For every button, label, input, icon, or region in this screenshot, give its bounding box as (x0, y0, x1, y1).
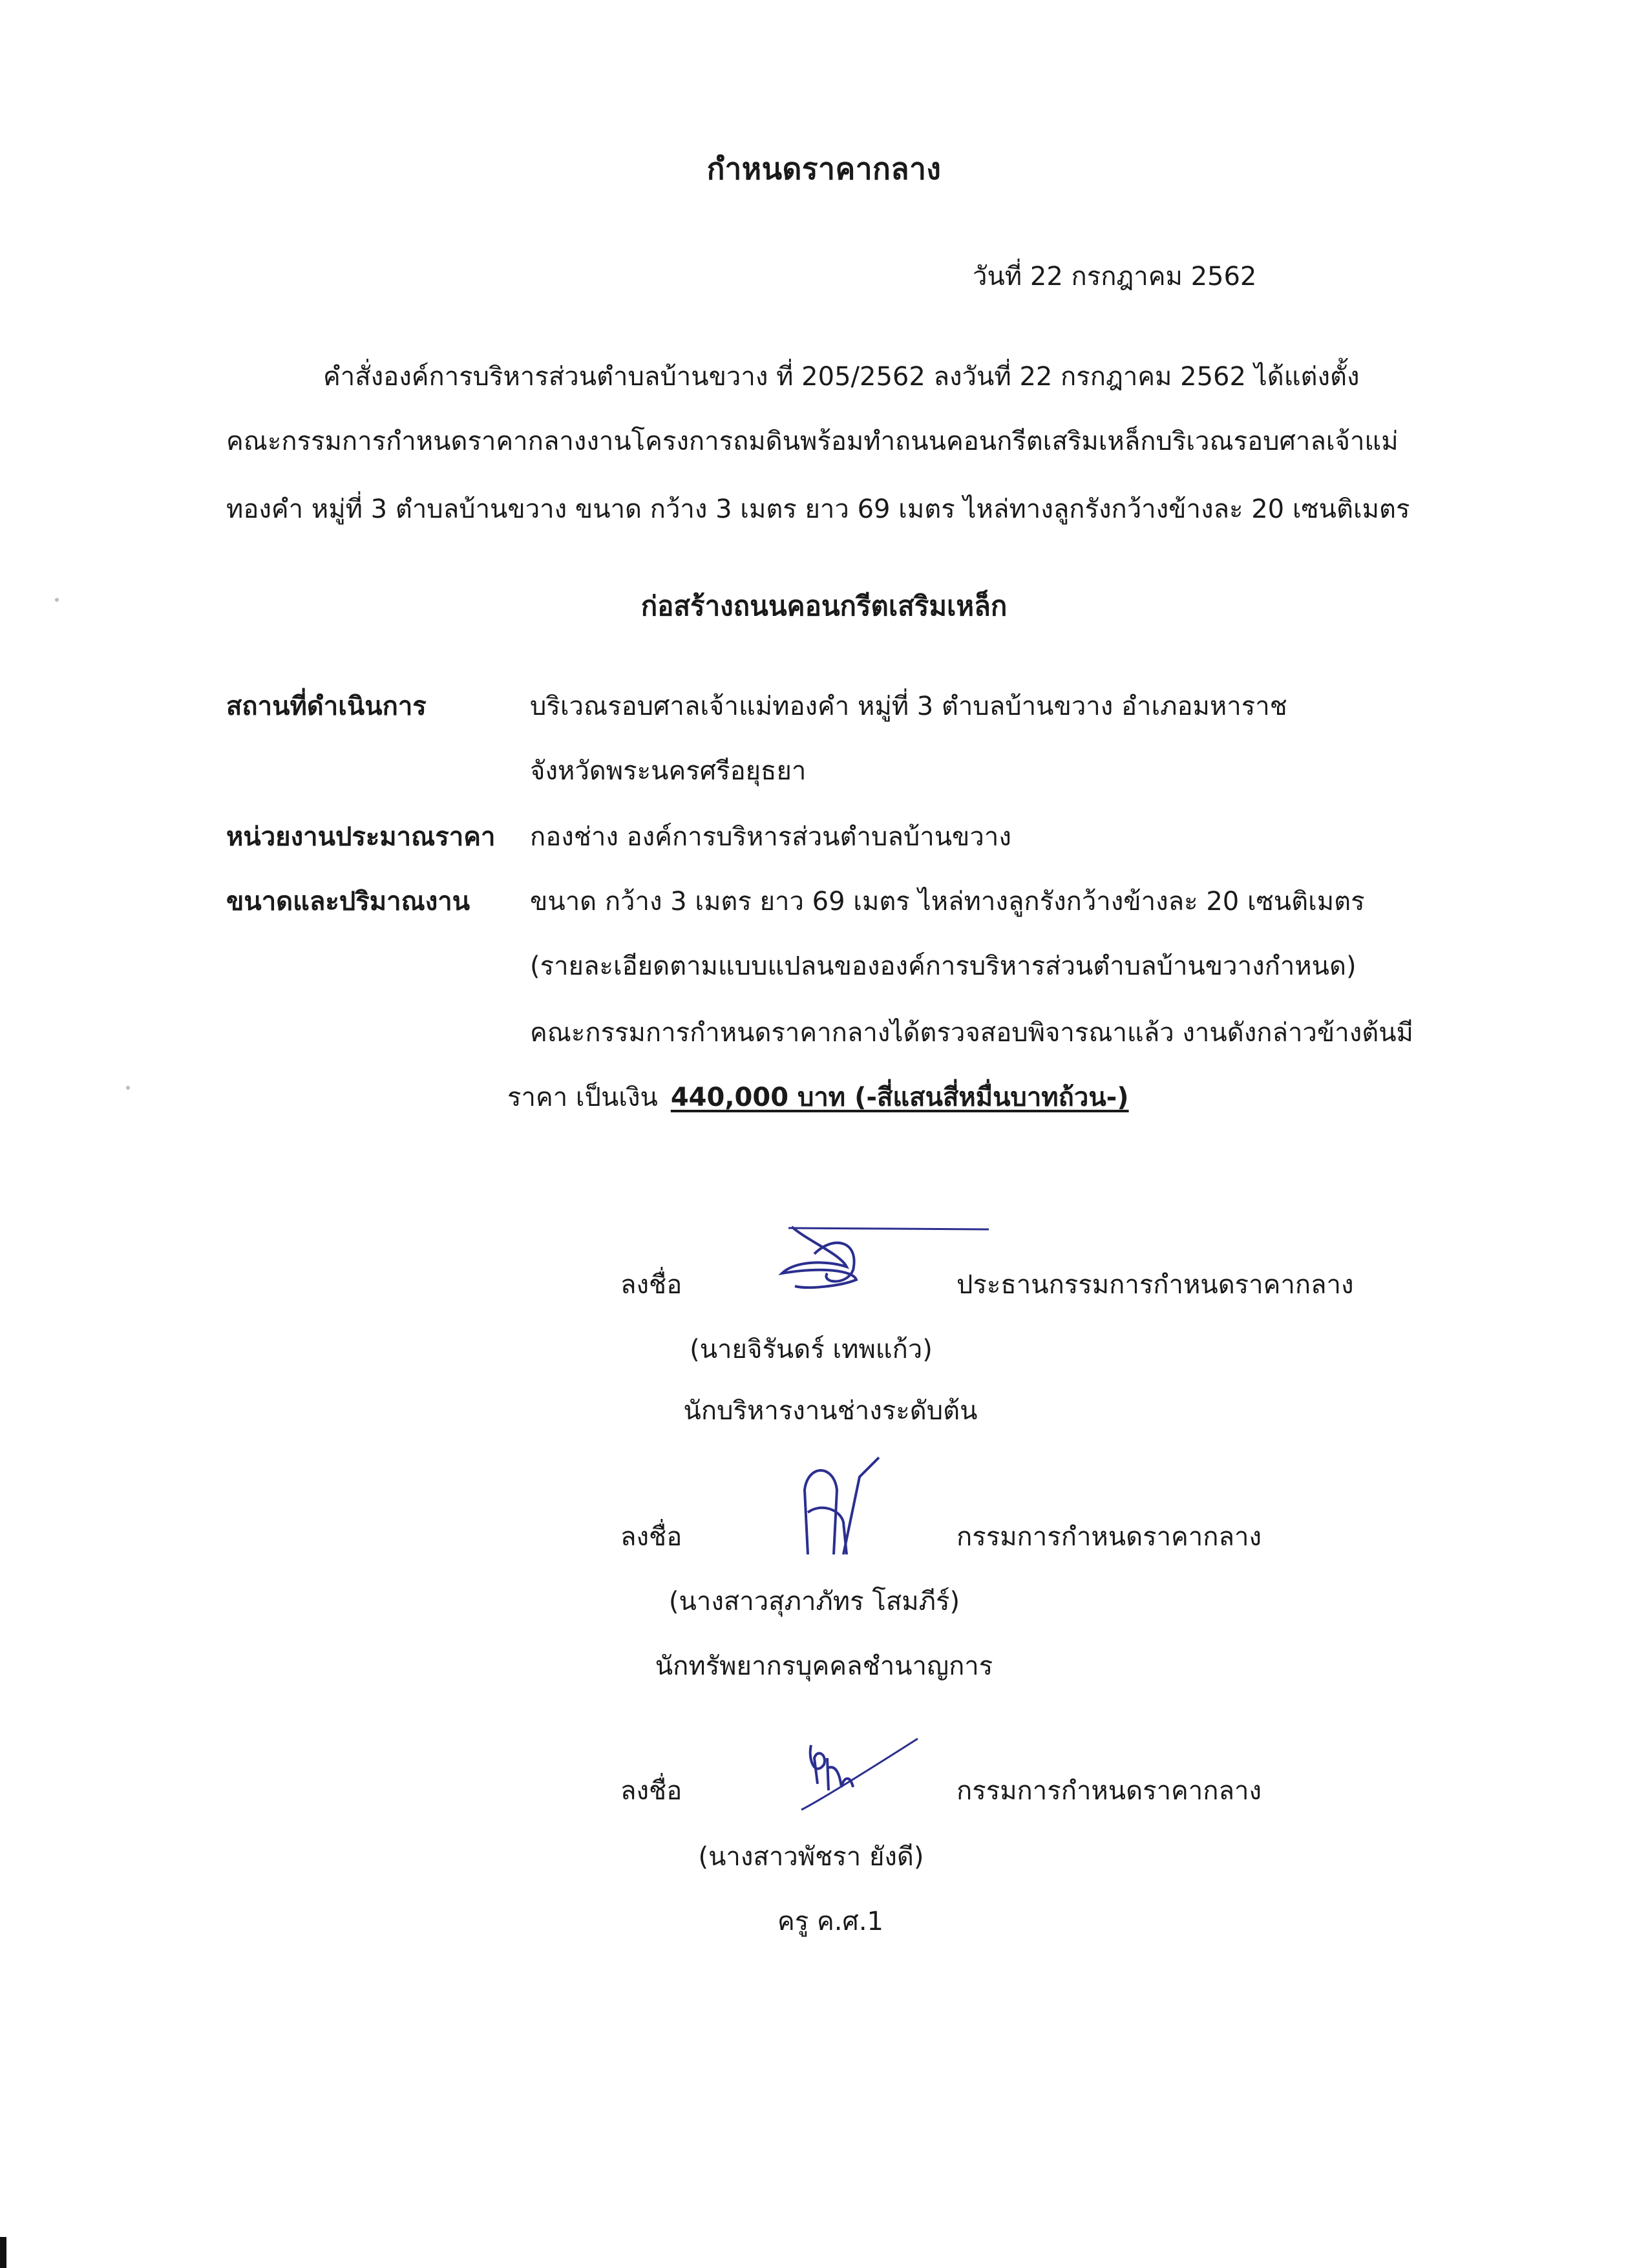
size-label: ขนาดและปริมาณงาน (226, 887, 470, 917)
location-label: สถานที่ดำเนินการ (226, 692, 427, 721)
agency-label: หน่วยงานประมาณราคา (226, 822, 496, 852)
intro-line-1: คำสั่งองค์การบริหารส่วนตำบลบ้านขวาง ที่ 205/2562 ลงวันที่ 22 กรกฎาคม 2562 ได้แต่งตั้ง (323, 362, 1360, 392)
scan-edge-mark (0, 2237, 6, 2268)
signature-3-name: (นางสาวพัชรา ยังดี) (698, 1842, 924, 1872)
signature-2-label: ลงชื่อ (620, 1522, 682, 1552)
signature-1-position: นักบริหารงานช่างระดับต้น (683, 1396, 978, 1426)
price-prefix: ราคา เป็นเงิน (507, 1083, 658, 1112)
size-value-line-3: คณะกรรมการกำหนดราคากลางได้ตรวจสอบพิจารณาแล้ว งานดังกล่าวข้างต้นมี (530, 1018, 1413, 1048)
scan-speck (55, 598, 59, 602)
signature-3-position: ครู ค.ศ.1 (777, 1907, 883, 1936)
signature-2-position: นักทรัพยากรบุคคลชำนาญการ (655, 1651, 993, 1681)
price-amount: 440,000 บาท (-สี่แสนสี่หมื่นบาทถ้วน-) (670, 1083, 1129, 1112)
price-line (507, 1076, 1129, 1118)
size-value-line-1: ขนาด กว้าง 3 เมตร ยาว 69 เมตร ไหล่ทางลูกรังกว้างข้างละ 20 เซนติเมตร (530, 887, 1365, 917)
signature-1-label: ลงชื่อ (620, 1270, 682, 1300)
location-value-line-1: บริเวณรอบศาลเจ้าแม่ทองคำ หมู่ที่ 3 ตำบลบ้านขวาง อำเภอมหาราช (530, 692, 1287, 721)
signature-3-mark (788, 1719, 931, 1816)
size-value-line-2: (รายละเอียดตามแบบแปลนขององค์การบริหารส่วนตำบลบ้านขวางกำหนด) (530, 951, 1357, 981)
intro-line-2: คณะกรรมการกำหนดราคากลางงานโครงการถมดินพร้อมทำถนนคอนกรีตเสริมเหล็กบริเวณรอบศาลเจ้าแม่ (226, 427, 1399, 456)
signature-1-role: ประธานกรรมการกำหนดราคากลาง (956, 1270, 1354, 1300)
intro-line-3: ทองคำ หมู่ที่ 3 ตำบลบ้านขวาง ขนาด กว้าง 3 เมตร ยาว 69 เมตร ไหล่ทางลูกรังกว้างข้างละ 20 เซนติเมตร (226, 494, 1410, 524)
signature-2-role: กรรมการกำหนดราคากลาง (956, 1522, 1262, 1552)
document-date: วันที่ 22 กรกฎาคม 2562 (973, 262, 1257, 291)
agency-value: กองช่าง องค์การบริหารส่วนตำบลบ้านขวาง (530, 822, 1011, 852)
section-subtitle: ก่อสร้างถนนคอนกรีตเสริมเหล็ก (640, 590, 1008, 622)
scan-speck (126, 1086, 130, 1090)
signature-3-label: ลงชื่อ (620, 1776, 682, 1806)
signature-1-name: (นายจิรันดร์ เทพแก้ว) (690, 1335, 933, 1364)
signature-2-name: (นางสาวสุภาภัทร โสมภีร์) (668, 1587, 960, 1616)
signature-2-mark (782, 1451, 898, 1561)
document-title: กำหนดราคากลาง (706, 151, 942, 186)
signature-3-role: กรรมการกำหนดราคากลาง (956, 1776, 1262, 1806)
location-value-line-2: จังหวัดพระนครศรีอยุธยา (530, 756, 807, 786)
